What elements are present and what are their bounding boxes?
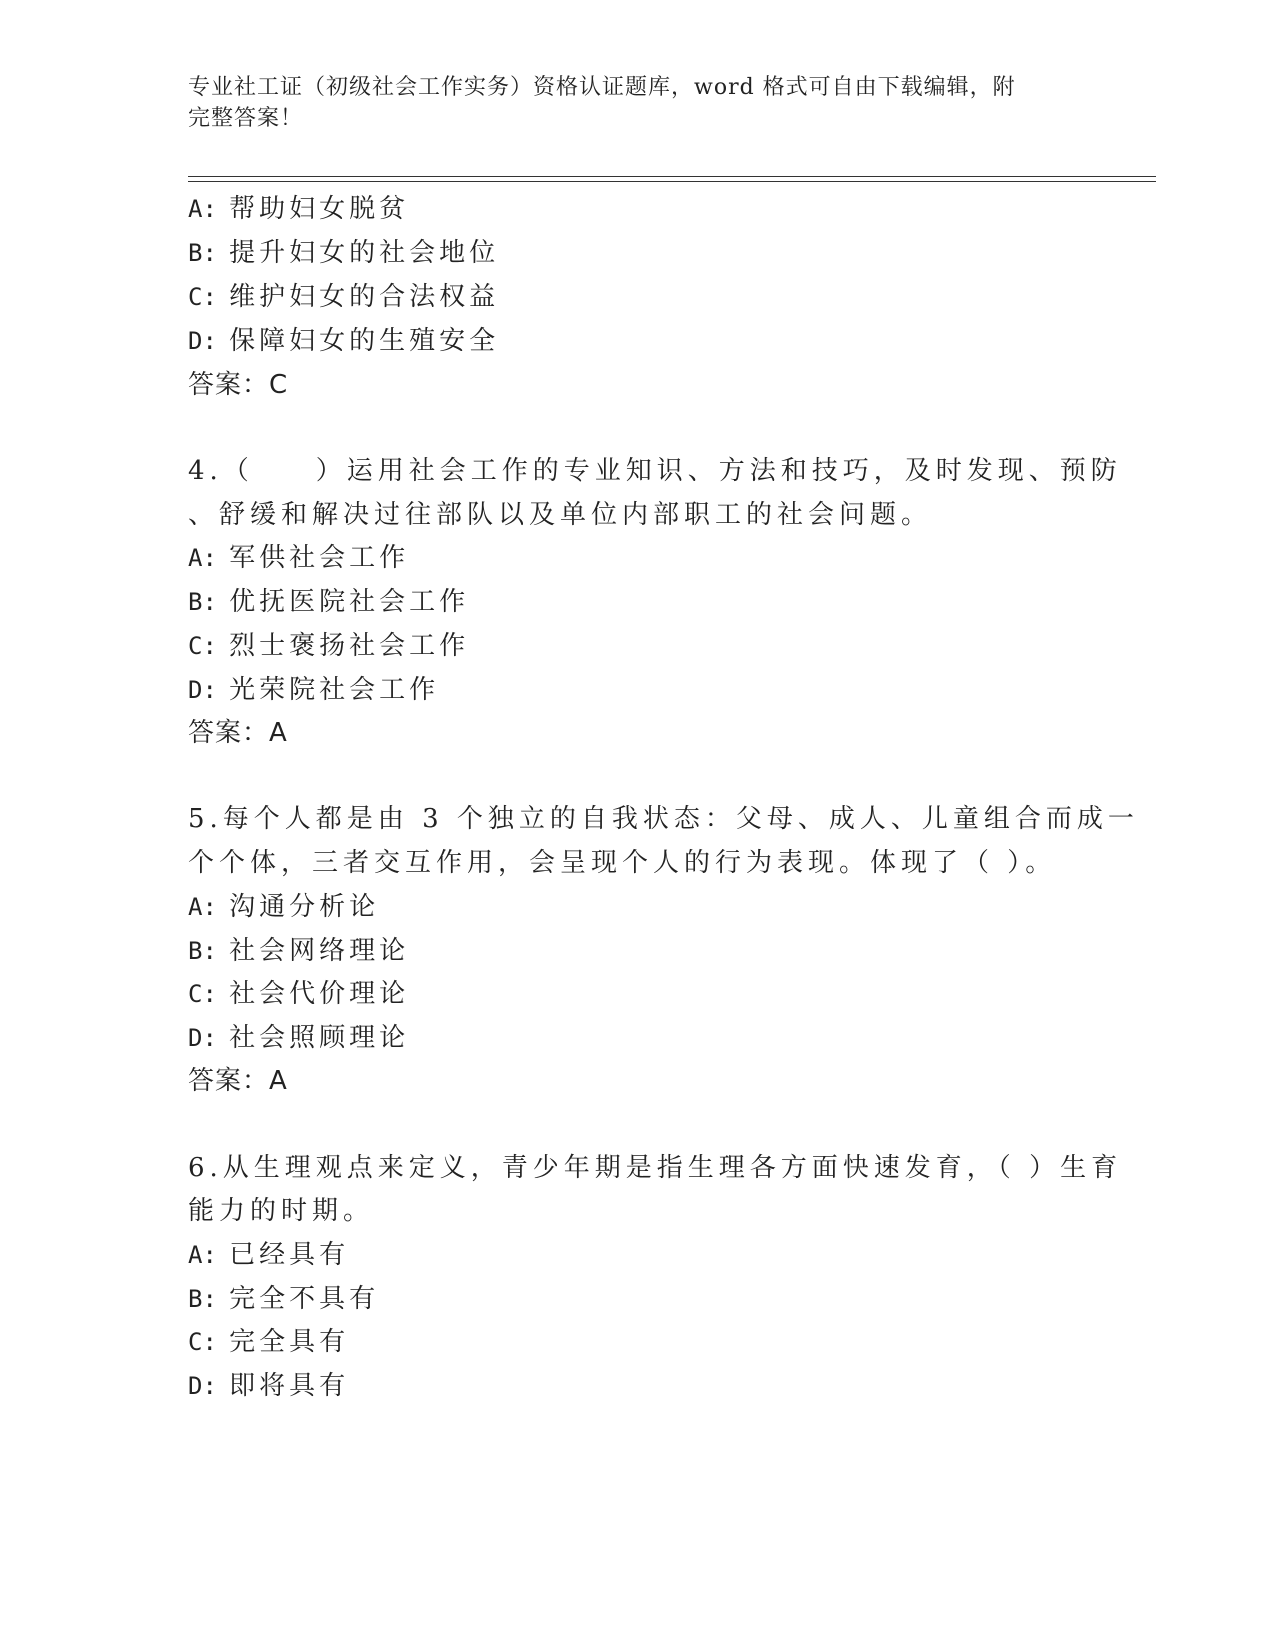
option-text: 已经具有 — [229, 1240, 350, 1270]
header-divider-bottom — [188, 181, 1156, 182]
option-letter: D: — [188, 1372, 217, 1400]
option-letter: C: — [188, 632, 217, 660]
q5-answer: 答案：A — [188, 1066, 288, 1096]
option-text: 优抚医院社会工作 — [229, 587, 470, 617]
q4-option-a — [188, 537, 409, 574]
document-header — [188, 72, 1088, 134]
option-text: 社会网络理论 — [229, 936, 410, 966]
option-letter: B: — [188, 239, 217, 267]
option-letter: D: — [188, 676, 217, 704]
q3-option-c — [188, 276, 499, 313]
option-letter: C: — [188, 980, 217, 1008]
option-text: 完全具有 — [229, 1327, 350, 1357]
q6-option-a — [188, 1234, 349, 1271]
option-letter: C: — [188, 1328, 217, 1356]
option-letter: B: — [188, 937, 217, 965]
q3-option-d — [188, 320, 499, 357]
header-line-1: 专业社工证（初级社会工作实务）资格认证题库，word 格式可自由下载编辑，附 — [188, 75, 1016, 100]
option-text: 社会代价理论 — [229, 979, 410, 1009]
q6-option-c — [188, 1321, 349, 1358]
q6-option-d — [188, 1365, 349, 1402]
option-letter: A: — [188, 195, 217, 223]
option-letter: A: — [188, 893, 217, 921]
q6-stem-line-1: 6.从生理观点来定义，青少年期是指生理各方面快速发育，（ ）生育 — [188, 1153, 1123, 1183]
q4-option-d — [188, 669, 439, 706]
q3-option-a — [188, 188, 409, 225]
header-divider-top — [188, 176, 1156, 177]
option-letter: B: — [188, 1285, 217, 1313]
option-letter: D: — [188, 1024, 217, 1052]
q4-stem-line-2: 、舒缓和解决过往部队以及单位内部职工的社会问题。 — [188, 500, 933, 530]
header-line-2: 完整答案！ — [188, 106, 304, 131]
option-text: 光荣院社会工作 — [229, 675, 440, 705]
option-text: 沟通分析论 — [229, 892, 380, 922]
q5-option-d — [188, 1017, 409, 1054]
q6-option-b — [188, 1278, 379, 1315]
option-text: 保障妇女的生殖安全 — [229, 326, 500, 356]
q5-option-b — [188, 930, 409, 967]
option-text: 帮助妇女脱贫 — [229, 194, 410, 224]
option-text: 完全不具有 — [229, 1284, 380, 1314]
option-letter: C: — [188, 283, 217, 311]
option-letter: B: — [188, 588, 217, 616]
q5-stem-line-1: 5.每个人都是由 3 个独立的自我状态：父母、成人、儿童组合而成一 — [188, 804, 1139, 834]
option-letter: A: — [188, 544, 217, 572]
q5-option-a — [188, 886, 379, 923]
q4-answer: 答案：A — [188, 718, 288, 748]
option-text: 烈士褒扬社会工作 — [229, 631, 470, 661]
q6-stem-line-2: 能力的时期。 — [188, 1196, 375, 1226]
q4-option-c — [188, 625, 469, 662]
option-text: 即将具有 — [229, 1371, 350, 1401]
option-letter: A: — [188, 1241, 217, 1269]
q5-stem-line-2: 个个体，三者交互作用，会呈现个人的行为表现。体现了（ ）。 — [188, 848, 1057, 878]
q3-answer: 答案：C — [188, 370, 289, 400]
option-text: 提升妇女的社会地位 — [229, 238, 500, 268]
q3-option-b — [188, 232, 499, 269]
q4-option-b — [188, 581, 469, 618]
q4-stem-line-1: 4.（ ）运用社会工作的专业知识、方法和技巧，及时发现、预防 — [188, 456, 1122, 486]
q5-option-c — [188, 973, 409, 1010]
option-letter: D: — [188, 327, 217, 355]
option-text: 社会照顾理论 — [229, 1023, 410, 1053]
option-text: 维护妇女的合法权益 — [229, 282, 500, 312]
option-text: 军供社会工作 — [229, 543, 410, 573]
